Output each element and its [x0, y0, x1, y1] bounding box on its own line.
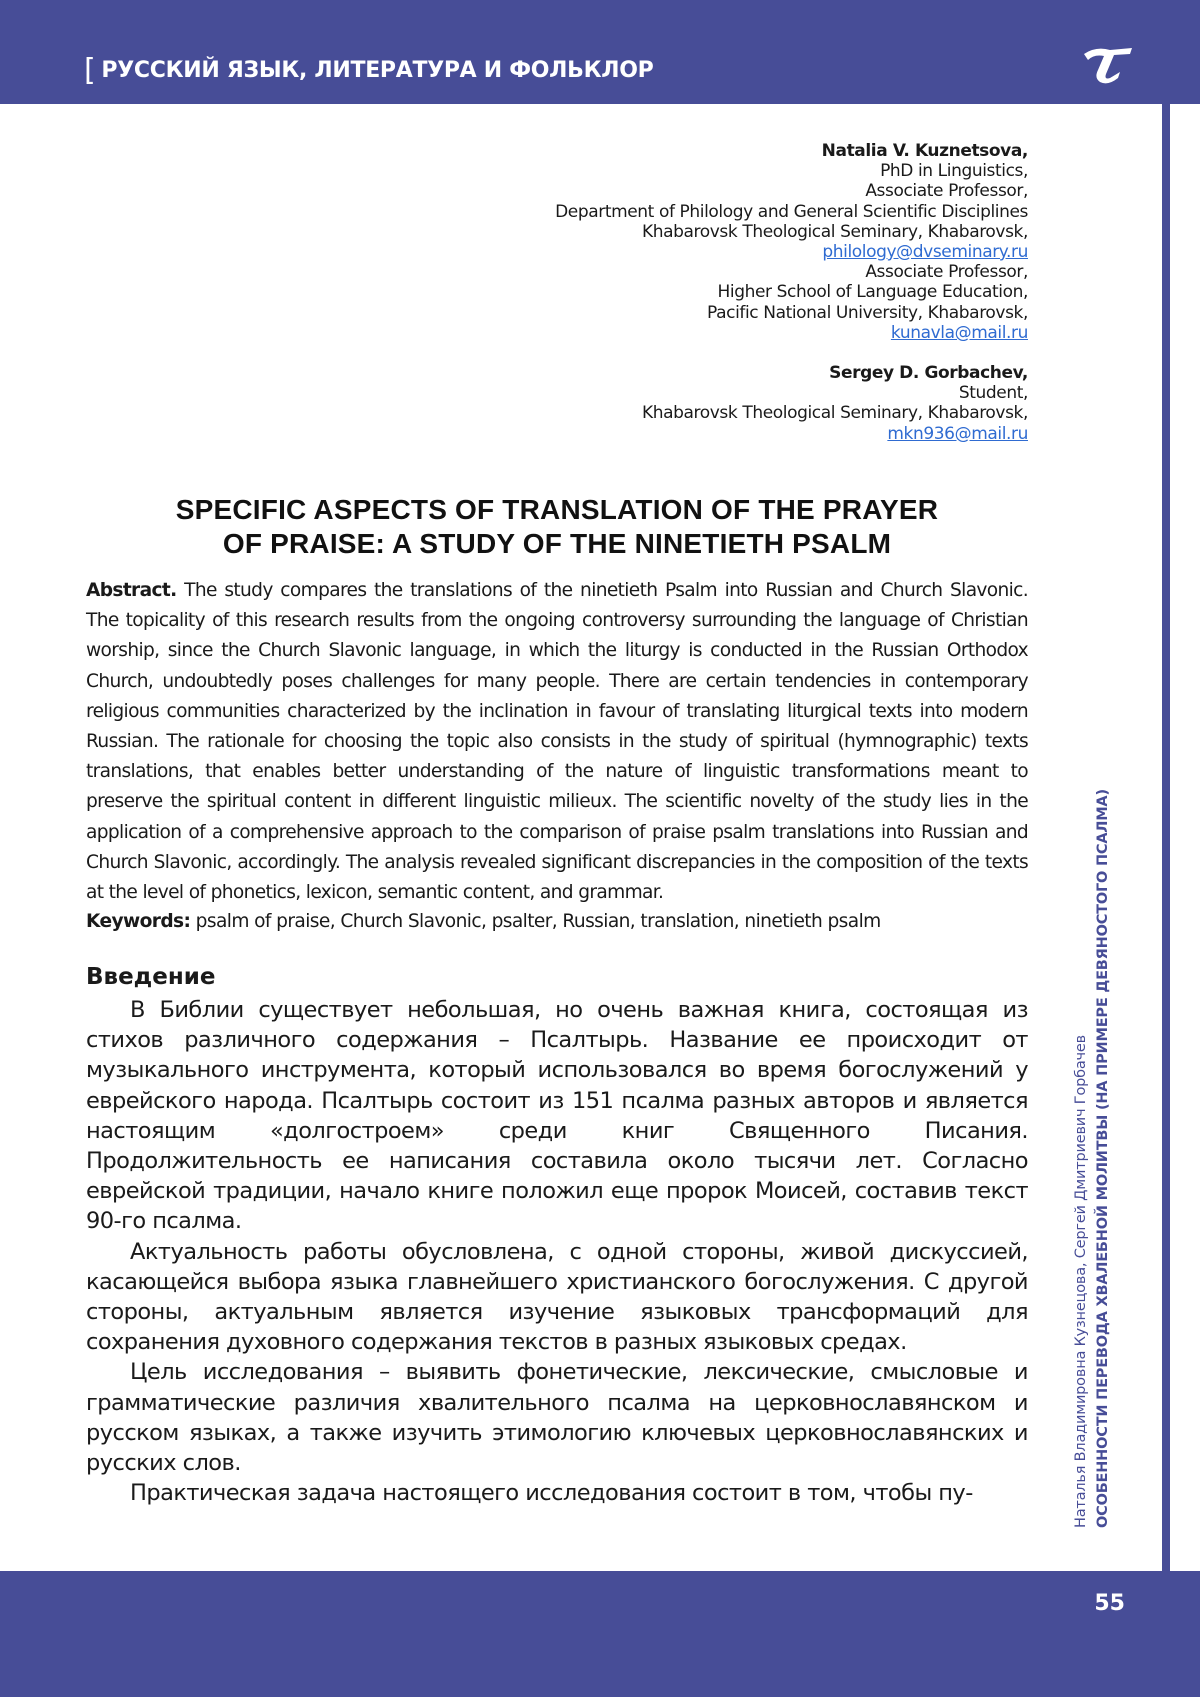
author-name: Sergey D. Gorbachev, [829, 363, 1028, 384]
page-number: 55 [1094, 1591, 1125, 1616]
paragraph: Цель исследования – выявить фонетические, лексические, смысловые и грамматические различия хвалительного псалма на церковнославянском и русском языках, а также изучить этимологию ключевых церковнославянских и русских слов. [86, 1359, 1028, 1477]
header-bracket: [ [84, 53, 96, 88]
author-position: Associate Professor, [865, 181, 1028, 202]
paragraph: Практическая задача настоящего исследования состоит в том, чтобы пу- [130, 1480, 973, 1507]
author-department: Department of Philology and General Scientific Disciplines [555, 201, 1028, 222]
keywords-label: Keywords: [86, 911, 191, 932]
title-line: OF PRAISE: A STUDY OF THE NINETIETH PSALM [222, 528, 892, 559]
paragraph: Актуальность работы обусловлена, с одной стороны, живой дискуссией, касающейся выбора языка главнейшего христианского богослужения. С другой стороны, актуальным является изучение языковых трансформаций для сохранения духовного содержания текстов в разных языковых средах. [86, 1238, 1028, 1356]
running-head-title: ОСОБЕННОСТИ ПЕРЕВОДА ХВАЛЕБНОЙ МОЛИТВЫ (НА ПРИМЕРЕ ДЕВЯНОСТОГО ПСАЛМА) [1095, 789, 1111, 1528]
section-name: РУССКИЙ ЯЗЫК, ЛИТЕРАТУРА И ФОЛЬКЛОР [101, 58, 654, 83]
author-department: Higher School of Language Education, [717, 282, 1028, 303]
journal-header [0, 0, 1200, 104]
author-email-link[interactable]: mkn936@mail.ru [887, 423, 1028, 444]
journal-section-title [84, 50, 654, 88]
author-block [408, 141, 1028, 444]
author-position: Associate Professor, [865, 262, 1028, 283]
page-footer [0, 1571, 1200, 1697]
author-spacer [408, 343, 1028, 363]
section-heading: Введение [86, 964, 216, 990]
body-text [86, 995, 1028, 1508]
title-line: SPECIFIC ASPECTS OF TRANSLATION OF THE PRAYER [175, 494, 939, 525]
running-head [1070, 768, 1114, 1528]
author-email-link[interactable]: kunavla@mail.ru [890, 322, 1028, 343]
author-position: Student, [958, 383, 1028, 404]
keywords-text: psalm of praise, Church Slavonic, psalter, Russian, translation, ninetieth psalm [195, 911, 881, 932]
article-title [86, 493, 1028, 561]
running-head-authors: Наталья Владимировна Кузнецова, Сергей Дмитриевич Горбачев [1073, 1035, 1089, 1528]
keywords [86, 907, 1028, 937]
author-institution: Khabarovsk Theological Seminary, Khabarovsk, [642, 403, 1028, 424]
right-edge-bar [1162, 104, 1170, 1571]
author-email-link[interactable]: philology@dvseminary.ru [822, 242, 1028, 263]
author-name: Natalia V. Kuznetsova, [821, 141, 1028, 161]
abstract-text: The study compares the translations of the ninetieth Psalm into Russian and Church Slavonic. The topicality of this research results from the ongoing controversy surrounding the language of Christian worship, since the Church Slavonic language, in which the liturgy is conducted in the Russian Orthodox Church, undoubtedly poses challenges for many people. There are certain tendencies in contemporary religious communities characterized by the inclination in favour of translating liturgical texts into modern Russian. The rationale for choosing the topic also consists in the study of spiritual (hymnographic) texts translations, that enables better understanding of the nature of linguistic transformations meant to preserve the spiritual content in different linguistic milieux. The scientific novelty of the study lies in the application of a comprehensive approach to the comparison of praise psalm translations into Russian and Church Slavonic, accordingly. The analysis revealed significant discrepancies in the composition of the texts at the level of phonetics, lexicon, semantic content, and grammar. [86, 580, 1028, 904]
abstract-label: Abstract. [86, 580, 177, 601]
paragraph: В Библии существует небольшая, но очень важная книга, состоящая из стихов различного содержания – Псалтырь. Название ее происходит от музыкального инструмента, который использовался во время богослужений у еврейского народа. Псалтырь состоит из 151 псалма разных авторов и является настоящим «долгостроем» среди книг Священного Писания. Продолжительность ее написания составила около тысячи лет. Согласно еврейской традиции, начало книге положил еще пророк Моисей, составив текст 90-го псалма. [86, 997, 1028, 1235]
author-institution: Khabarovsk Theological Seminary, Khabarovsk, [642, 221, 1028, 242]
abstract [86, 576, 1028, 908]
author-degree: PhD in Linguistics, [880, 161, 1028, 182]
author-institution: Pacific National University, Khabarovsk, [707, 302, 1028, 323]
t-logo-icon [1080, 44, 1136, 84]
